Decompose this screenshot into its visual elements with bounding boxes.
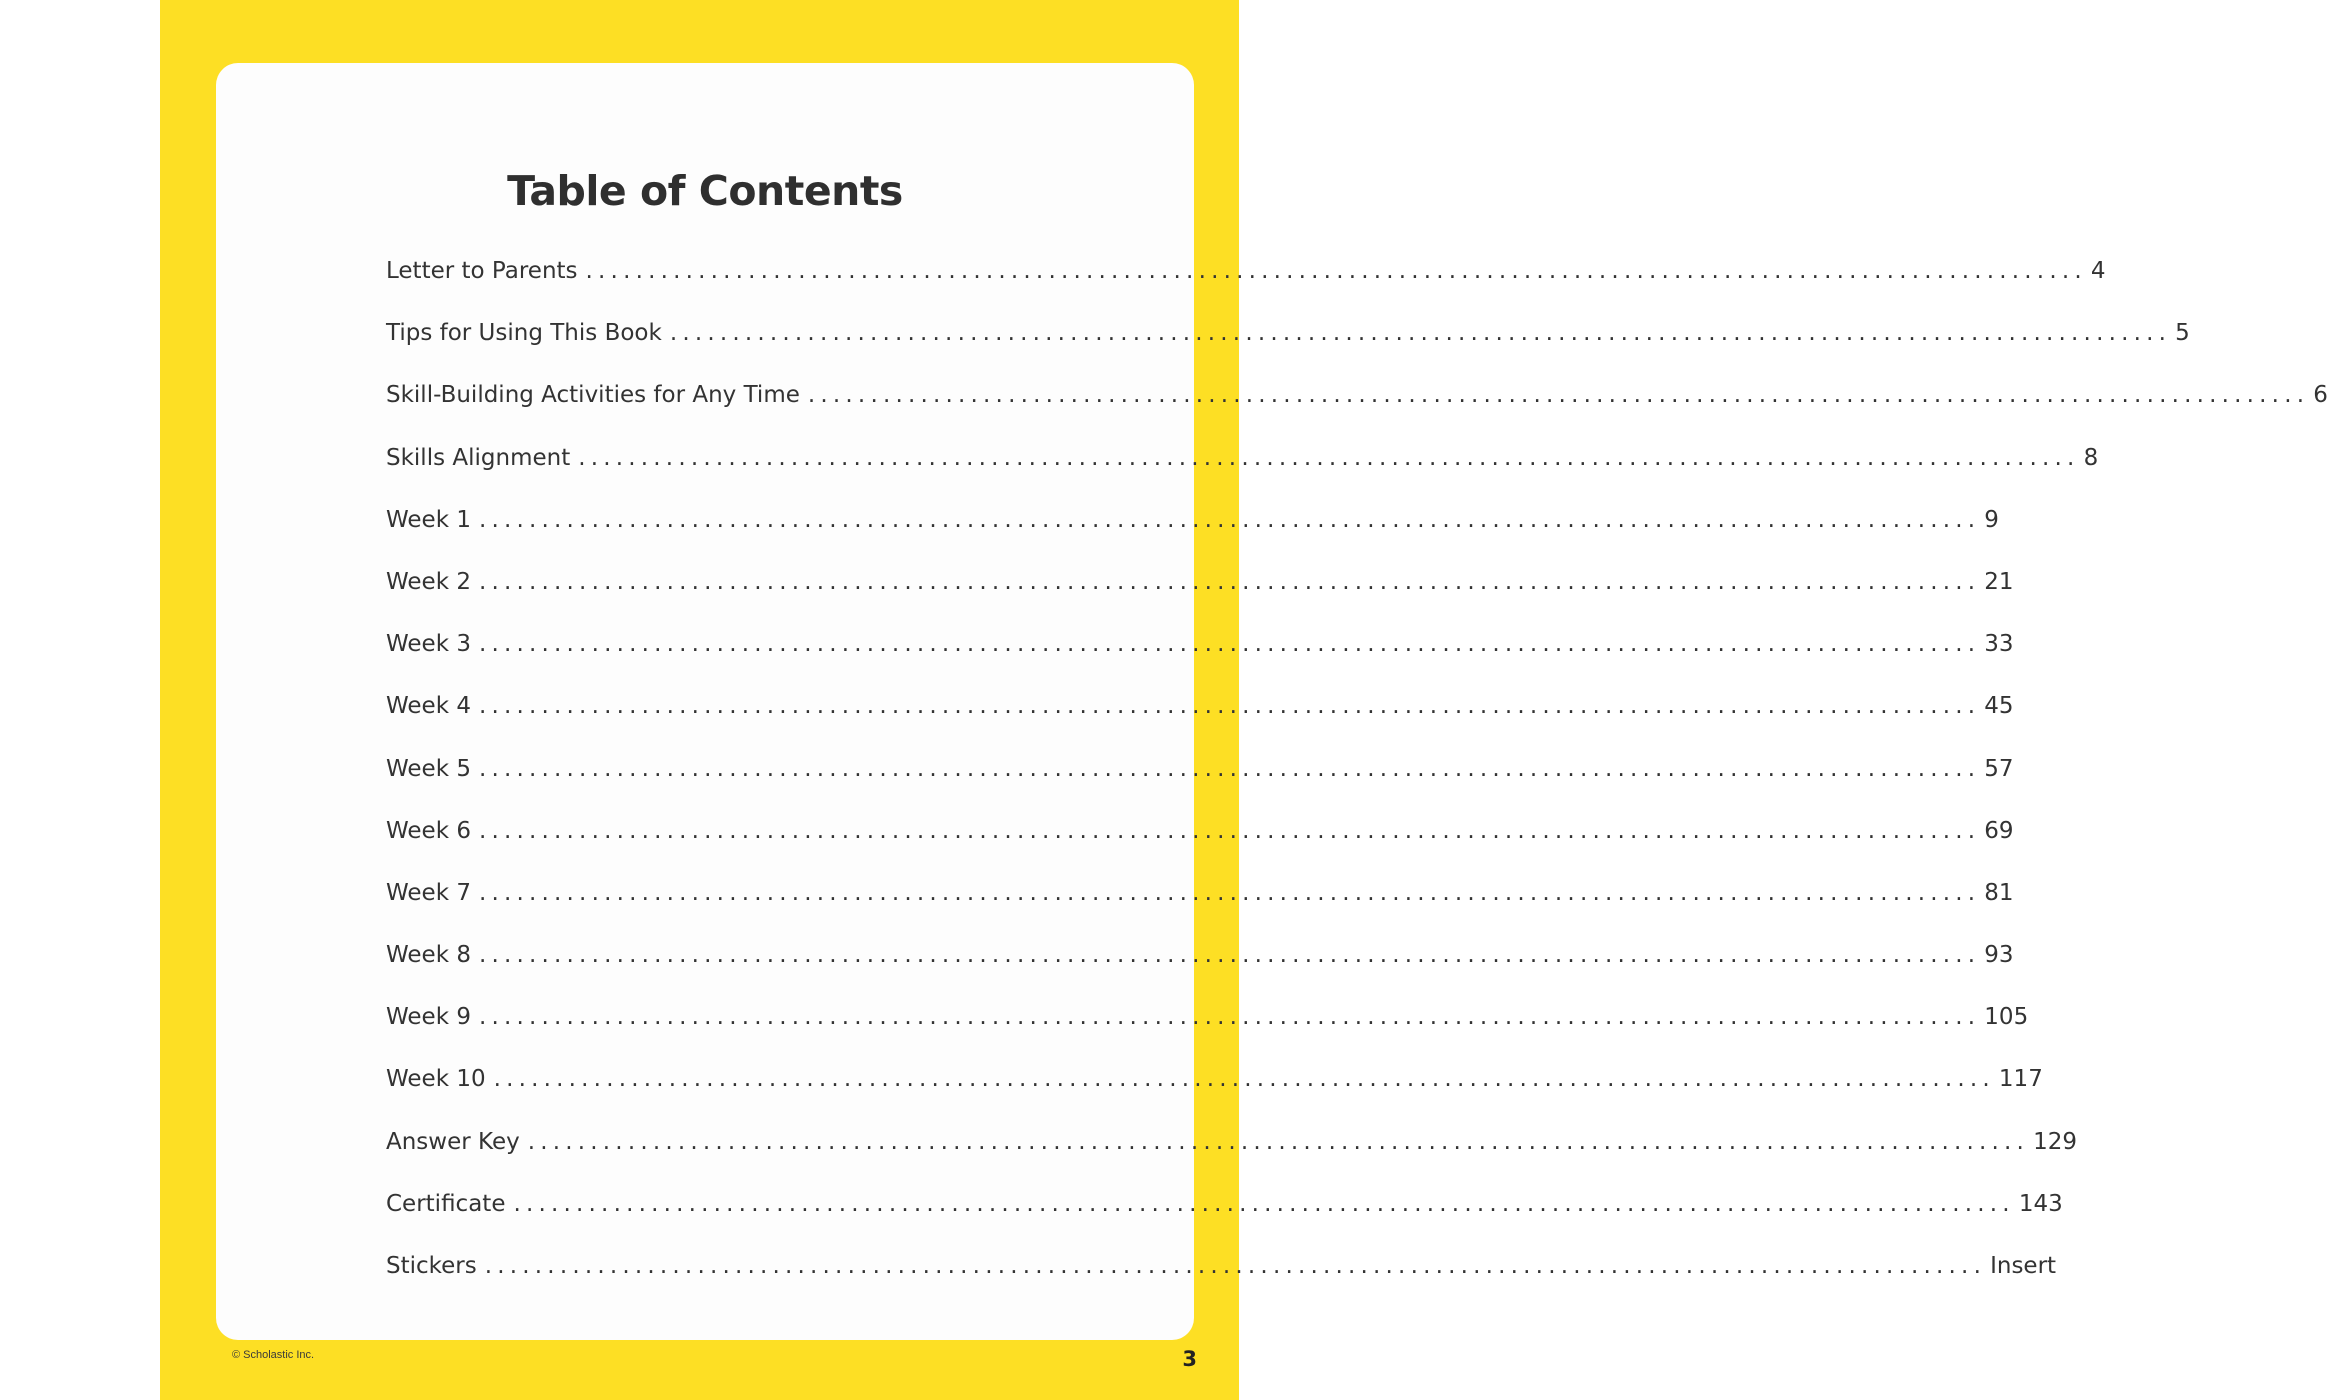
dot-leader: ........................................................................................................................ (484, 1253, 1987, 1279)
dot-leader: ........................................................................................................................ (478, 1004, 1981, 1031)
toc-entry (386, 1066, 2043, 1128)
dot-leader: ........................................................................................................................ (585, 258, 2087, 284)
toc-entry (386, 693, 2014, 755)
toc-entry-label: Week 3 (386, 631, 471, 658)
page-number: 3 (1182, 1347, 1197, 1371)
toc-entry (386, 879, 2014, 942)
toc-entry-page: 69 (1984, 817, 2014, 844)
dot-leader: ........................................................................................................................ (478, 506, 1981, 533)
toc-entry-label: Answer Key (386, 1128, 520, 1155)
toc-entry-label: Week 9 (386, 1004, 471, 1031)
toc-entry-label: Week 2 (386, 568, 471, 595)
toc-entry (386, 382, 2328, 444)
toc-entry-page: 105 (1984, 1004, 2029, 1031)
toc-entry-page: 45 (1984, 693, 2014, 720)
toc-entry (386, 1128, 2077, 1191)
dot-leader: ........................................................................................................................ (527, 1128, 2030, 1155)
toc-entry-label: Week 6 (386, 817, 471, 844)
toc-entry-page: 143 (2018, 1190, 2063, 1217)
dot-leader: ........................................................................................................................ (669, 320, 2172, 347)
toc-entry-page: 4 (2090, 258, 2106, 284)
toc-entry (386, 258, 2106, 320)
page-background (160, 0, 2328, 1400)
dot-leader: ........................................................................................................................ (478, 942, 1981, 969)
toc-entry-page: 9 (1984, 506, 1999, 533)
table-of-contents-list (386, 258, 2328, 1315)
toc-entry (386, 631, 2014, 693)
toc-entry (386, 817, 2014, 880)
toc-entry-page: 117 (1998, 1066, 2043, 1093)
toc-entry-label: Skills Alignment (386, 444, 571, 471)
dot-leader: ........................................................................................................................ (493, 1066, 1995, 1093)
toc-entry-label: Tips for Using This Book (386, 320, 662, 347)
toc-entry-label: Week 10 (386, 1066, 486, 1093)
toc-entry-page: 57 (1984, 755, 2014, 782)
toc-entry-label: Week 5 (386, 755, 471, 782)
dot-leader: ........................................................................................................................ (807, 382, 2310, 409)
dot-leader: ........................................................................................................................ (578, 444, 2080, 471)
toc-entry-label: Week 8 (386, 942, 471, 969)
toc-entry-page: 21 (1984, 568, 2014, 595)
dot-leader: ........................................................................................................................ (478, 879, 1981, 906)
toc-entry (386, 1253, 2057, 1315)
dot-leader: ........................................................................................................................ (478, 693, 1981, 720)
toc-entry (386, 506, 1999, 569)
dot-leader: ........................................................................................................................ (513, 1190, 2015, 1217)
toc-entry-label: Certificate (386, 1190, 506, 1217)
content-card (216, 63, 2328, 1340)
toc-entry-label: Skill-Building Activities for Any Time (386, 382, 800, 409)
toc-entry-page: 6 (2313, 382, 2328, 409)
dot-leader: ........................................................................................................................ (478, 568, 1981, 595)
toc-entry-page: 5 (2175, 320, 2190, 347)
dot-leader: ........................................................................................................................ (478, 631, 1981, 658)
toc-entry-page: 129 (2033, 1128, 2077, 1155)
toc-entry-page: 8 (2083, 444, 2099, 471)
page-title: Table of Contents (507, 167, 903, 215)
toc-entry-page: Insert (1990, 1253, 2057, 1279)
toc-entry-label: Week 1 (386, 506, 471, 533)
toc-entry-label: Letter to Parents (386, 258, 578, 284)
toc-entry (386, 444, 2099, 507)
toc-entry-label: Week 4 (386, 693, 471, 720)
toc-entry-page: 33 (1984, 631, 2014, 658)
toc-entry (386, 568, 2014, 631)
toc-entry-page: 93 (1984, 942, 2014, 969)
dot-leader: ........................................................................................................................ (478, 817, 1981, 844)
toc-entry (386, 320, 2190, 382)
toc-entry (386, 942, 2014, 1004)
toc-entry-page: 81 (1984, 879, 2014, 906)
toc-entry (386, 1190, 2063, 1253)
toc-entry-label: Week 7 (386, 879, 471, 906)
copyright-notice: © Scholastic Inc. (232, 1349, 315, 1361)
toc-entry-label: Stickers (386, 1253, 477, 1279)
toc-entry (386, 755, 2014, 818)
dot-leader: ........................................................................................................................ (478, 755, 1981, 782)
toc-entry (386, 1004, 2029, 1066)
